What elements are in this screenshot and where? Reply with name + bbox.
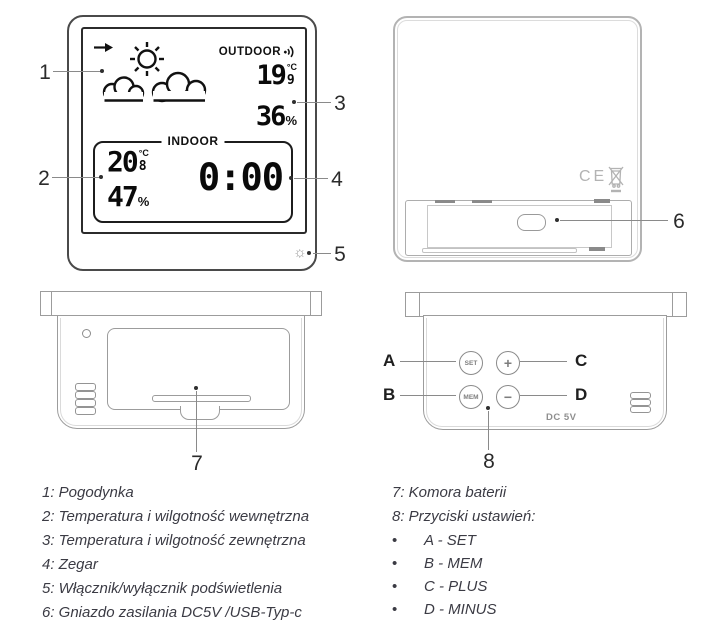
outdoor-humidity-value: 36 — [255, 101, 285, 132]
legend-bullet-b — [392, 554, 482, 574]
outdoor-temperature — [256, 62, 297, 89]
callout-7-dot — [194, 386, 198, 390]
callout-3-dot — [292, 100, 296, 104]
tag-line-a — [400, 361, 456, 362]
indoor-humidity-unit: % — [137, 194, 150, 209]
indoor-temperature — [107, 145, 149, 178]
callout-2: 2 — [38, 167, 50, 190]
bullet-text-a: A - SET — [424, 532, 476, 549]
button-tag-c: C — [575, 351, 588, 370]
legend-item-6: 6: Gniazdo zasilania DC5V /USB-Typ-c — [42, 604, 302, 621]
bottom-view2-body — [423, 315, 667, 430]
button-tag-b: B — [383, 385, 396, 404]
callout-4-dot — [289, 176, 293, 180]
callout-3-line — [297, 102, 331, 103]
plus-button: + — [496, 351, 520, 375]
callout-2-line — [52, 177, 100, 178]
outdoor-humidity — [256, 103, 297, 130]
bottom-view-body — [57, 315, 305, 429]
callout-6: 6 — [673, 210, 685, 233]
indoor-temp-unit: °C — [138, 148, 149, 158]
button-tag-d: D — [575, 385, 588, 404]
bullet-icon: • — [392, 601, 398, 618]
edge-cap — [310, 292, 311, 315]
legend-item-5: 5: Włącznik/wyłącznik podświetlenia — [42, 580, 283, 597]
stand-clip — [435, 200, 455, 203]
legend-bullet-d — [392, 600, 497, 620]
legend-item-7: 7: Komora baterii — [392, 484, 507, 501]
outdoor-temp-value: 19 — [256, 60, 285, 91]
edge-cap — [672, 293, 673, 316]
weather-station-front-view — [67, 15, 317, 271]
callout-1-line — [53, 71, 102, 72]
callout-6-dot — [555, 218, 559, 222]
ce-mark: CE — [579, 168, 608, 185]
indoor-section — [93, 134, 293, 223]
legend-item-8: 8: Przyciski ustawień: — [392, 508, 536, 525]
speaker-grille-slot — [75, 407, 96, 415]
outdoor-temp-decimal: 9 — [286, 73, 293, 88]
callout-1-dot — [100, 69, 104, 73]
callout-8-dot — [486, 406, 490, 410]
stand-bottom-slot — [422, 248, 577, 253]
bottom-view2-front-edge — [405, 292, 687, 317]
stand-base — [405, 200, 632, 256]
legend-item-4: 4: Zegar — [42, 556, 98, 573]
stand-clip — [589, 247, 605, 251]
callout-4: 4 — [331, 168, 343, 191]
cloud-large-icon — [149, 71, 213, 104]
backlight-sun-icon: ☼ — [293, 244, 307, 261]
outdoor-temp-unit: °C — [286, 62, 297, 72]
usb-c-port — [517, 214, 546, 231]
cloud-small-icon — [100, 75, 147, 104]
indoor-temp-unit-stack — [139, 148, 149, 173]
legend-item-2: 2: Temperatura i wilgotność wewnętrzna — [42, 508, 310, 525]
button-tag-a: A — [383, 351, 396, 370]
edge-cap — [51, 292, 52, 315]
power-spec-label: DC 5V — [546, 412, 577, 423]
speaker-grille-slot — [630, 399, 651, 406]
battery-door — [107, 328, 290, 410]
outdoor-humidity-unit: % — [285, 113, 297, 128]
bottom-view-front-edge — [40, 291, 322, 316]
edge-cap — [419, 293, 420, 316]
indoor-humidity-value: 47 — [107, 180, 137, 213]
mem-button: MEM — [459, 385, 483, 409]
bullet-text-b: B - MEM — [424, 555, 483, 572]
legend-item-1: 1: Pogodynka — [42, 484, 134, 501]
stand-clip — [594, 199, 610, 203]
callout-2-dot — [99, 175, 103, 179]
indoor-label: INDOOR — [162, 134, 225, 148]
forecast-arrow-icon — [93, 42, 113, 53]
callout-5-line — [313, 253, 331, 254]
callout-8: 8 — [483, 450, 495, 473]
bullet-icon: • — [392, 532, 398, 549]
legend-bullet-a — [392, 531, 476, 551]
indoor-temp-decimal: 8 — [138, 159, 145, 174]
speaker-grille-slot — [75, 383, 96, 391]
outdoor-section-header — [219, 46, 297, 58]
callout-5-dot — [307, 251, 311, 255]
callout-1: 1 — [39, 61, 51, 84]
legend-item-3: 3: Temperatura i wilgotność zewnętrzna — [42, 532, 306, 549]
rf-signal-icon — [282, 43, 300, 61]
battery-door-latch — [180, 406, 220, 420]
callout-3: 3 — [334, 92, 346, 115]
weee-bin-icon — [607, 164, 627, 196]
bullet-icon: • — [392, 578, 398, 595]
callout-7-line — [196, 391, 197, 452]
stand-clip — [472, 200, 492, 203]
callout-4-line — [294, 178, 328, 179]
set-button: SET — [459, 351, 483, 375]
tag-line-c — [520, 361, 567, 362]
tag-line-d — [520, 395, 567, 396]
minus-button: − — [496, 385, 520, 409]
callout-6-line — [560, 220, 668, 221]
speaker-grille-slot — [75, 399, 96, 407]
bullet-text-c: C - PLUS — [424, 578, 488, 595]
screw-hole — [82, 329, 91, 338]
lcd-display — [81, 27, 307, 234]
bottom-body2-inner-outline — [426, 318, 664, 427]
bullet-icon: • — [392, 555, 398, 572]
speaker-grille-slot — [75, 391, 96, 399]
bullet-text-d: D - MINUS — [424, 601, 497, 618]
tag-line-b — [400, 395, 456, 396]
callout-5: 5 — [334, 243, 346, 266]
indoor-humidity — [107, 180, 150, 213]
callout-8-line — [488, 411, 489, 450]
speaker-grille-slot — [630, 392, 651, 399]
clock-display: 0:00 — [197, 156, 283, 199]
speaker-grille-slot — [630, 406, 651, 413]
battery-door-slot — [152, 395, 251, 402]
indoor-temp-value: 20 — [107, 145, 137, 178]
weather-station-back-view — [393, 16, 642, 262]
legend-bullet-c — [392, 577, 487, 597]
callout-7: 7 — [191, 452, 203, 475]
outdoor-label: OUTDOOR — [218, 46, 281, 58]
outdoor-temp-unit-stack — [287, 62, 297, 87]
